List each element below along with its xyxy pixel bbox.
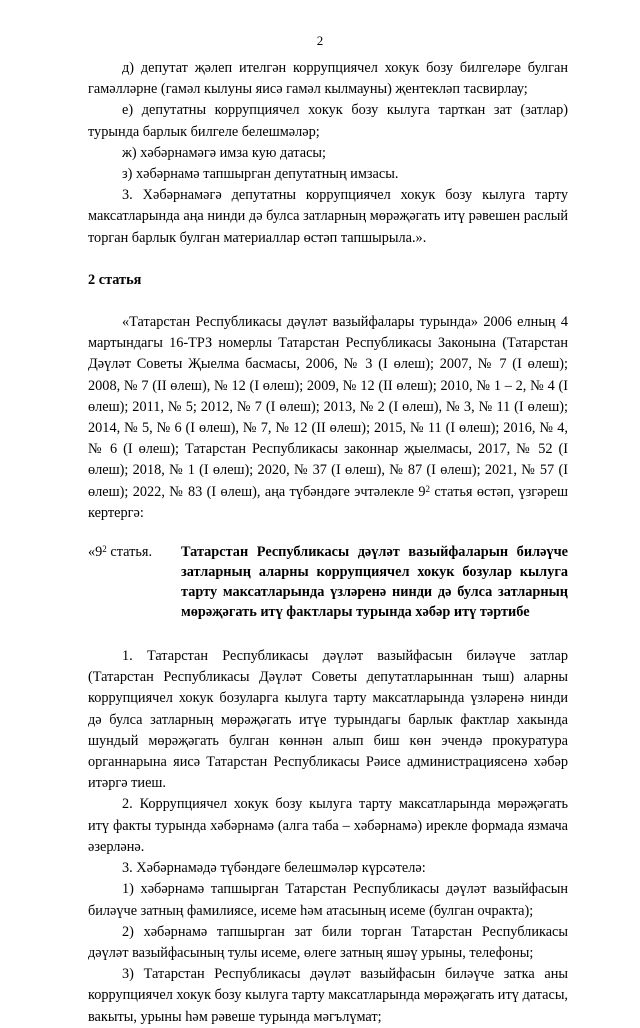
document-body (88, 58, 568, 1028)
article-2-text-body: «Татарстан Республикасы дәүләт вазыйфалары турында» 2006 елның 4 мартындагы 16-ТРЗ номерлы Татарстан Республикасы Законына (Татарстан Дәүләт Советы Җыелма басмасы, 2006, № 3 (I өлеш); 2007, № 7 (I өлеш); 2008, № 7 (II өлеш), № 12 (I өлеш); 2009, № 12 (II өлеш); 2010, № 1 – 2, № 4 (I өлеш); 2011, № 5; 2012, № 7 (I өлеш); 2013, № 2 (I өлеш), № 3, № 11 (I өлеш); 2014, № 5, № 6 (I өлеш), № 7, № 12 (II өлеш); 2015, № 11 (I өлеш); 2016, № 4, № 6 (I өлеш); Татарстан Республикасы законнар җыелмасы, 2017, № 52 (I өлеш); 2018, № 1 (I өлеш); 2020, № 37 (I өлеш), № 87 (I өлеш); 2021, № 57 (I өлеш); 2022, № 83 (I өлеш), аңа түбәндәге эчтәлекле 9 (88, 314, 568, 500)
new-article-paragraph-2: 2. Коррупциячел хокук бозу кылуга тарту максатларында мөрәҗәгать итү факты турында хәбәрнамә (алга таба – хәбәрнамә) ирекле формада язмача әзерләнә. (88, 796, 568, 855)
new-article-label-prefix: «9 (88, 544, 103, 561)
paragraph-z: з) хәбәрнамә тапшырган депутатның имзасы. (122, 166, 399, 183)
article-2-text-sup: 2 (425, 483, 431, 494)
new-article-paragraph-3: 3. Хәбәрнамәдә түбәндәге белешмәләр күрсәтелә: (122, 860, 426, 877)
new-article-paragraph-1: 1. Татарстан Республикасы дәүләт вазыйфасын биләүче затлар (Татарстан Республикасы Дәүләт Советы депутатларыннан тыш) аларны коррупциячел хокук бозуларга кылуга тарту максатларында үзләренә нинди дә булса затларның мөрәҗәгать итүе турындагы барлык фактлар хакында шундый мөрәҗәгать булган көннән алып биш көн эчендә прокуратура органнарына яисә Татарстан Республикасы Рәисе администрациясенә хәбәр итәргә тиеш. (88, 648, 568, 792)
article-2-text (88, 312, 568, 524)
new-article-label-sup: 2 (102, 544, 107, 555)
new-article-heading (88, 542, 568, 622)
article-2-text-end: статья өстәп, үзгәреш кертергә: (88, 483, 568, 521)
new-article-item-3: 3) Татарстан Республикасы дәүләт вазыйфасын биләүче затка аны коррупциячел хокук бозу кылуга тарту максатларында мөрәҗәгать итү датасы, вакыты, урыны һәм рәвеше турында мәгълүмат; (88, 966, 568, 1025)
paragraph-d: д) депутат җәлеп ителгән коррупциячел хокук бозу билгеләре булган гамәлләрне (гамәл кылуны яисә гамәл кылмауны) җентекләп тасвирлау; (88, 60, 568, 98)
paragraph-zh: ж) хәбәрнамәгә имза кую датасы; (122, 144, 327, 161)
new-article-item-2: 2) хәбәрнамә тапшырган зат били торган Татарстан Республикасы дәүләт вазыйфасының тулы исеме, өлеге затның яшәү урыны, телефоны; (88, 923, 568, 961)
new-article-item-1: 1) хәбәрнамә тапшырган Татарстан Республикасы дәүләт вазыйфасын биләүче затның фамилиясе, исеме һәм атасының исеме (булган очракта); (88, 881, 568, 919)
new-article-title: Татарстан Республикасы дәүләт вазыйфаларын биләүче затларның аларны коррупциячел хокук бозулар кылуга тарту максатларында үзләренә нинди дә булса затларның мөрәҗәгать итү фактлары турында хәбәр итү тәртибе (181, 544, 568, 621)
new-article-label-suffix: статья. (106, 544, 153, 561)
paragraph-3: 3. Хәбәрнамәгә депутатны коррупциячел хокук бозу кылуга тарту максатларында аңа нинди дә булса затларның мөрәҗәгать итү рәвешен раслый торган барлык булган материаллар өстәп тапшырыла.». (88, 187, 568, 246)
article-2-heading: 2 статья (88, 271, 142, 288)
new-article-label (88, 542, 152, 562)
page-number: 2 (316, 33, 324, 48)
paragraph-e: е) депутатны коррупциячел хокук бозу кылуга тарткан зат (затлар) турында барлык билгеле белешмәләр; (88, 102, 568, 140)
